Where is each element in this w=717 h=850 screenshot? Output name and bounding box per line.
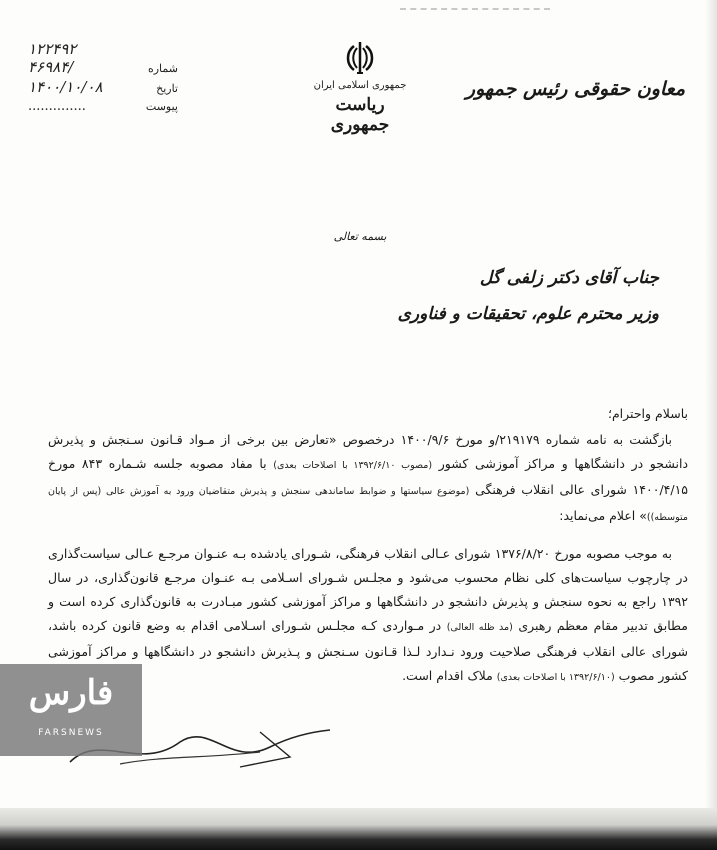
paragraph-1-text-a: بازگشت به نامه شماره ۲۱۹۱۷۹/و مورخ ۱۴۰۰/۹/۶ درخصوص «تعارض بین برخی از مـواد قـانون سـنجش و پذیرش دانشجو در دانشگاهها و مراکز آموزشی کشور xyxy=(48,432,689,471)
paragraph-1-note-1: (مصوب ۱۳۹۲/۶/۱۰ با اصلاحات بعدی) xyxy=(273,460,433,471)
page-edge-shadow xyxy=(705,0,717,850)
letterhead-emblem xyxy=(305,38,415,135)
emblem-caption: جمهوری اسلامی ایران xyxy=(313,80,407,91)
addressee-title: وزیر محترم علوم، تحقیقات و فناوری xyxy=(397,304,659,324)
attachment-label: پیوست xyxy=(145,100,178,113)
watermark-logo: فارس xyxy=(28,673,114,713)
paragraph-1-text-c: » اعلام می‌نماید: xyxy=(559,508,647,523)
addressee-block xyxy=(398,268,659,324)
letter-number-prefix: ۴۶۹۸۴/ xyxy=(28,58,74,76)
watermark-text: FARSNEWS xyxy=(38,728,104,738)
news-watermark xyxy=(0,664,142,756)
paragraph-1-text-b: با مفاد مصوبه جلسه شـماره ۸۴۳ مورخ ۱۴۰۰/۴/۱۵ شورای عالی انقلاب فرهنگی xyxy=(48,456,689,497)
letter-date-handwritten: ۱۴۰۰/۱۰/۰۸ xyxy=(28,78,103,96)
letter-number-handwritten: ۱۲۲۴۹۲ xyxy=(28,40,77,58)
paragraph-2-note-1: (مد ظله العالی) xyxy=(446,622,513,633)
paragraph-2 xyxy=(48,542,688,690)
attachment-dots: .............. xyxy=(28,99,86,114)
paragraph-2-text-a: به موجب مصوبه مورخ ۱۳۷۶/۸/۲۰ شورای عـالی انقلاب فرهنگی، شـورای یادشده بـه عنـوان مرجـع عـالی سیاست‌گذاری در چارچوب سیاست‌های کلی نظام محسوب می‌شود و مجلـس شـورای اسـلامی بـه عنـوان مرجـع قانون‌گذاری، در سال ۱۳۹۲ راجع به نحوه سنجش و پذیرش دانشجو در دانشگاهها و مراکز آموزشی کشور مبـادرت به قانون‌گذاری کرده است و مطابق تدبیر مقام معظم رهبری xyxy=(48,546,688,633)
office-title: معاون حقوقی رئیس جمهور xyxy=(465,78,685,100)
emblem-title: ریاست جمهوری xyxy=(330,95,390,135)
number-label: شماره xyxy=(147,62,178,75)
paragraph-2-text-b: در مـواردی کـه مجلـس شـورای اسـلامی اقدام به وضع قانون کرده باشد، شورای عالی انقلاب فرهنگی صلاحیت ورود نـدارد لـذا قـانون سـنجش و پـذیرش دانشجو در دانشگاهها و مراکز آموزشی کشور مصوب xyxy=(48,618,688,683)
paragraph-1-note-2: (موضوع سیاستها و ضوابط ساماندهی سنجش و پذیرش متقاضیان ورود به آموزش عالی (پس از پایان متوسطه)) xyxy=(48,486,688,523)
letter-reference-block xyxy=(28,40,178,116)
paragraph-2-note-2: (۱۳۹۲/۶/۱۰ با اصلاحات بعدی) xyxy=(496,672,615,683)
date-row xyxy=(28,78,178,98)
number-row xyxy=(28,40,178,58)
bismillah: بسمه تعالی xyxy=(333,230,387,243)
addressee-name: جناب آقای دکتر زلفی گل xyxy=(479,268,659,288)
iran-emblem-icon xyxy=(340,38,380,78)
attachment-row xyxy=(28,98,178,116)
letter-body xyxy=(48,402,688,690)
paragraph-2-text-c: ملاک اقدام است. xyxy=(402,668,493,683)
paragraph-gap xyxy=(48,530,688,542)
page-edge-mark xyxy=(400,8,550,13)
date-label: تاریخ xyxy=(156,82,178,95)
photo-bottom-shadow xyxy=(0,808,717,850)
greeting: باسلام واحترام؛ xyxy=(607,406,688,421)
paragraph-1 xyxy=(48,428,688,530)
number-label-row xyxy=(28,58,178,78)
